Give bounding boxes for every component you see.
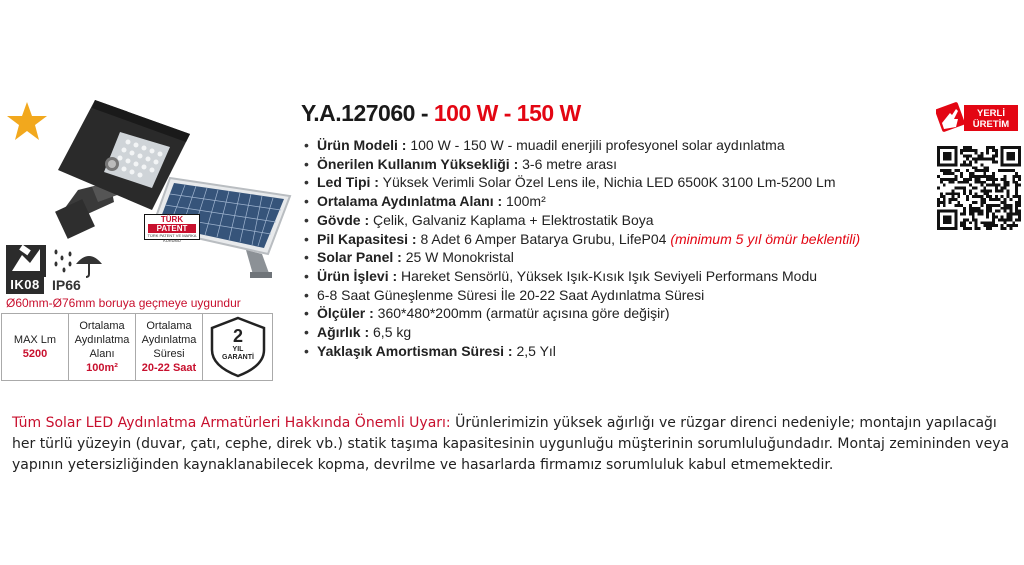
spec-cell-lumen (2, 314, 69, 380)
lumen-label: MAX Lm (13, 334, 57, 346)
ip-rating-label: IP66 (52, 277, 81, 293)
spec-cell-area (69, 314, 136, 380)
feature-key: Önerilen Kullanım Yüksekliği : (317, 155, 519, 172)
area-label-2: Aydınlatma (74, 334, 130, 346)
feature-key: Pil Kapasitesi : (317, 230, 417, 247)
list-item (301, 304, 941, 323)
time-label-1: Ortalama (146, 320, 192, 332)
spec-summary-box (1, 313, 273, 381)
feature-value: 100m² (502, 193, 546, 210)
feature-value: 360*480*200mm (armatür açısına göre değişir) (373, 305, 670, 322)
feature-list (301, 136, 941, 360)
list-item (301, 286, 941, 305)
feature-value: Çelik, Galvaniz Kaplama + Elektrostatik Boya (369, 211, 654, 228)
list-item (301, 323, 941, 342)
list-item (301, 192, 941, 211)
feature-key: Ağırlık : (317, 324, 370, 341)
badge-line2: ÜRETİM (972, 119, 1010, 130)
feature-value: 3-6 metre arası (518, 155, 618, 172)
warranty-number: 2 (232, 326, 243, 346)
time-label-3: Süresi (153, 348, 185, 360)
list-item (301, 155, 941, 174)
feature-value: 2,5 Yıl (512, 342, 556, 359)
patent-bot-text: TÜRK PATENT VE MARKA KURUMU (147, 233, 197, 243)
qr-code[interactable] (937, 146, 1021, 230)
spec-cell-warranty (203, 314, 272, 380)
warning-paragraph (12, 413, 1012, 476)
feature-value: 6,5 kg (369, 324, 412, 341)
warning-heading: Tüm Solar LED Aydınlatma Armatürleri Hakkında Önemli Uyarı: (12, 415, 451, 431)
feature-value: Yüksek Verimli Solar Özel Lens ile, Nichia LED 6500K 3100 Lm-5200 Lm (378, 174, 836, 191)
area-value: 100m² (86, 362, 118, 374)
feature-key: Gövde : (317, 211, 370, 228)
patent-top-text: TÜRK (160, 215, 184, 224)
feature-key: Ortalama Aydınlatma Alanı : (317, 193, 503, 210)
product-power-range: 100 W - 150 W (433, 100, 581, 126)
warranty-label: GARANTİ (221, 354, 254, 361)
impact-rating-icon (6, 245, 46, 277)
list-item (301, 230, 941, 249)
product-title (301, 100, 581, 127)
list-item (301, 248, 941, 267)
feature-key: Solar Panel : (317, 249, 402, 266)
yerli-uretim-badge (936, 101, 1020, 135)
yerli-uretim-hand-icon (936, 102, 965, 133)
lumen-value: 5200 (22, 348, 48, 360)
product-code: Y.A.127060 - (301, 100, 434, 126)
rain-umbrella-icon (52, 248, 104, 278)
feature-key: Led Tipi : (317, 174, 379, 191)
warning-body: Ürünlerimizin yüksek ağırlığı ve rüzgar direnci nedeniyle; montajın yapılacağı her türlü yüzeyin (duvar, çatı, cephe, direk vb.) statik taşıma kapasitesinin uygunluğu müşterinin sorumluluğundadır. Montaj zemininden veya yapının yetersizliğinden kaynaklanabilecek kopma, devrilme ve hasarlarda firmamız sorumluluk kabul etmemektedir. (12, 415, 1010, 473)
ik-rating-label: IK08 (6, 276, 44, 294)
feature-value: 6-8 Saat Güneşlenme Süresi İle 20-22 Saat Aydınlatma Süresi (317, 286, 705, 303)
feature-value: Hareket Sensörlü, Yüksek Işık-Kısık Işık Seviyeli Performans Modu (397, 267, 818, 284)
feature-value: 8 Adet 6 Amper Batarya Grubu, LifeP04 (416, 230, 671, 247)
list-item (301, 267, 941, 286)
list-item (301, 342, 941, 361)
area-label-3: Alanı (89, 348, 115, 360)
area-label-1: Ortalama (79, 320, 125, 332)
feature-key: Ürün Modeli : (317, 137, 407, 153)
warranty-shield-icon (209, 316, 267, 378)
list-item (301, 173, 941, 192)
list-item (301, 211, 941, 230)
feature-value: 100 W - 150 W - muadil enerjili profesyonel solar aydınlatma (406, 137, 785, 153)
feature-value: 25 W Monokristal (401, 249, 514, 266)
feature-key: Yaklaşık Amortisman Süresi : (317, 342, 513, 359)
time-label-2: Aydınlatma (141, 334, 197, 346)
spec-cell-duration (136, 314, 203, 380)
pipe-compatibility-note: Ø60mm-Ø76mm boruya geçmeye uygundur (6, 296, 241, 310)
feature-note: (minimum 5 yıl ömür beklentili) (670, 230, 861, 247)
list-item (301, 136, 941, 155)
feature-key: Ölçüler : (317, 305, 374, 322)
time-value: 20-22 Saat (141, 362, 197, 374)
warranty-unit: YIL (232, 346, 243, 353)
patent-mid-text: PATENT (148, 224, 196, 233)
turk-patent-badge (144, 214, 200, 243)
feature-key: Ürün İşlevi : (317, 267, 398, 284)
badge-line1: YERLİ (977, 108, 1005, 119)
